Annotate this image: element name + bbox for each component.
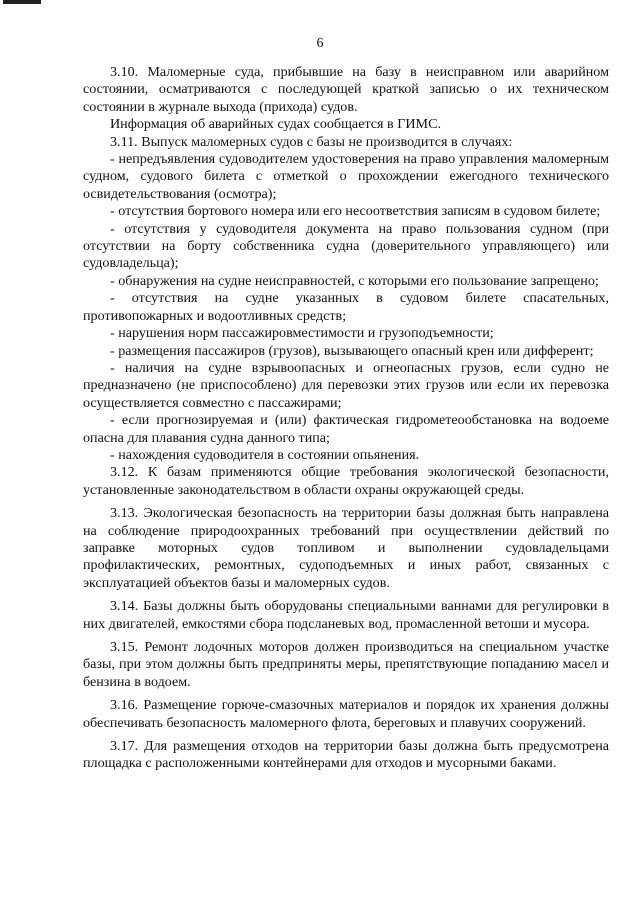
list-item: - размещения пассажиров (грузов), вызывающего опасный крен или дифферент; (110, 342, 594, 359)
list-item: - нахождения судоводителя в состоянии опьянения. (110, 446, 420, 463)
list-item: - если прогнозируемая и (или) фактическая гидрометеообстановка на водоеме опасна для плавания судна данного типа; (83, 412, 609, 446)
paragraph: Информация об аварийных судах сообщается в ГИМС. (110, 116, 441, 133)
page-number: 6 (316, 36, 324, 51)
list-item: - нарушения норм пассажировместимости и грузоподъемности; (110, 325, 494, 342)
paragraph: 3.12. К базам применяются общие требования экологической безопасности, установленные законодательством в области охраны окружающей среды. (83, 464, 609, 498)
paragraph: 3.15. Ремонт лодочных моторов должен производиться на специальном участке базы, при этом должны быть предприняты меры, препятствующие попаданию масел и бензина в водоем. (83, 639, 609, 690)
scan-corner-mark (3, 0, 41, 4)
list-item: - отсутствия бортового номера или его несоответствия записям в судовом билете; (110, 203, 601, 220)
paragraph: 3.13. Экологическая безопасность на территории базы должная быть направлена на соблюдение природоохранных требований при осуществлении действий по заправке моторных судов топливом и выполнении судовладельцами профилактических, ремонтных, судоподъемных и иных работ, связанных с эксплуатацией объектов базы и маломерных судов. (83, 505, 609, 591)
paragraph: 3.16. Размещение горюче-смазочных материалов и порядок их хранения должны обеспечивать безопасность маломерного флота, береговых и плавучих сооружений. (83, 697, 609, 731)
list-item: - отсутствия на судне указанных в судовом билете спасательных, противопожарных и водоотливных средств; (83, 290, 609, 324)
list-item: - обнаружения на судне неисправностей, с которыми его пользование запрещено; (110, 272, 599, 289)
list-item: - отсутствия у судоводителя документа на право пользования судном (при отсутствии на борту собственника судна (доверительного управляющего) или судовладельца); (83, 220, 609, 272)
paragraph: 3.14. Базы должны быть оборудованы специальными ваннами для регулировки в них двигателей, емкостями сбора подсланевых вод, промасленной ветоши и мусора. (83, 598, 609, 632)
paragraph: 3.11. Выпуск маломерных судов с базы не производится в случаях: (110, 133, 513, 150)
paragraph: 3.10. Маломерные суда, прибывшие на базу в неисправном или аварийном состоянии, осматриваются с последующей краткой записью о их техническом состоянии в журнале выхода (прихода) судов. (83, 64, 609, 115)
list-item: - наличия на судне взрывоопасных и огнеопасных грузов, если судно не предназначено (не приспособлено) для перевозки этих грузов или если их перевозка осуществляется совместно с пассажирами; (83, 359, 609, 411)
paragraph: 3.17. Для размещения отходов на территории базы должна быть предусмотрена площадка с расположенными контейнерами для отходов и мусорными баками. (83, 738, 609, 772)
document-body (83, 64, 609, 773)
list-item: - непредъявления судоводителем удостоверения на право управления маломерным судном, судового билета с отметкой о прохождении ежегодного технического освидетельствования (осмотра); (83, 151, 609, 202)
